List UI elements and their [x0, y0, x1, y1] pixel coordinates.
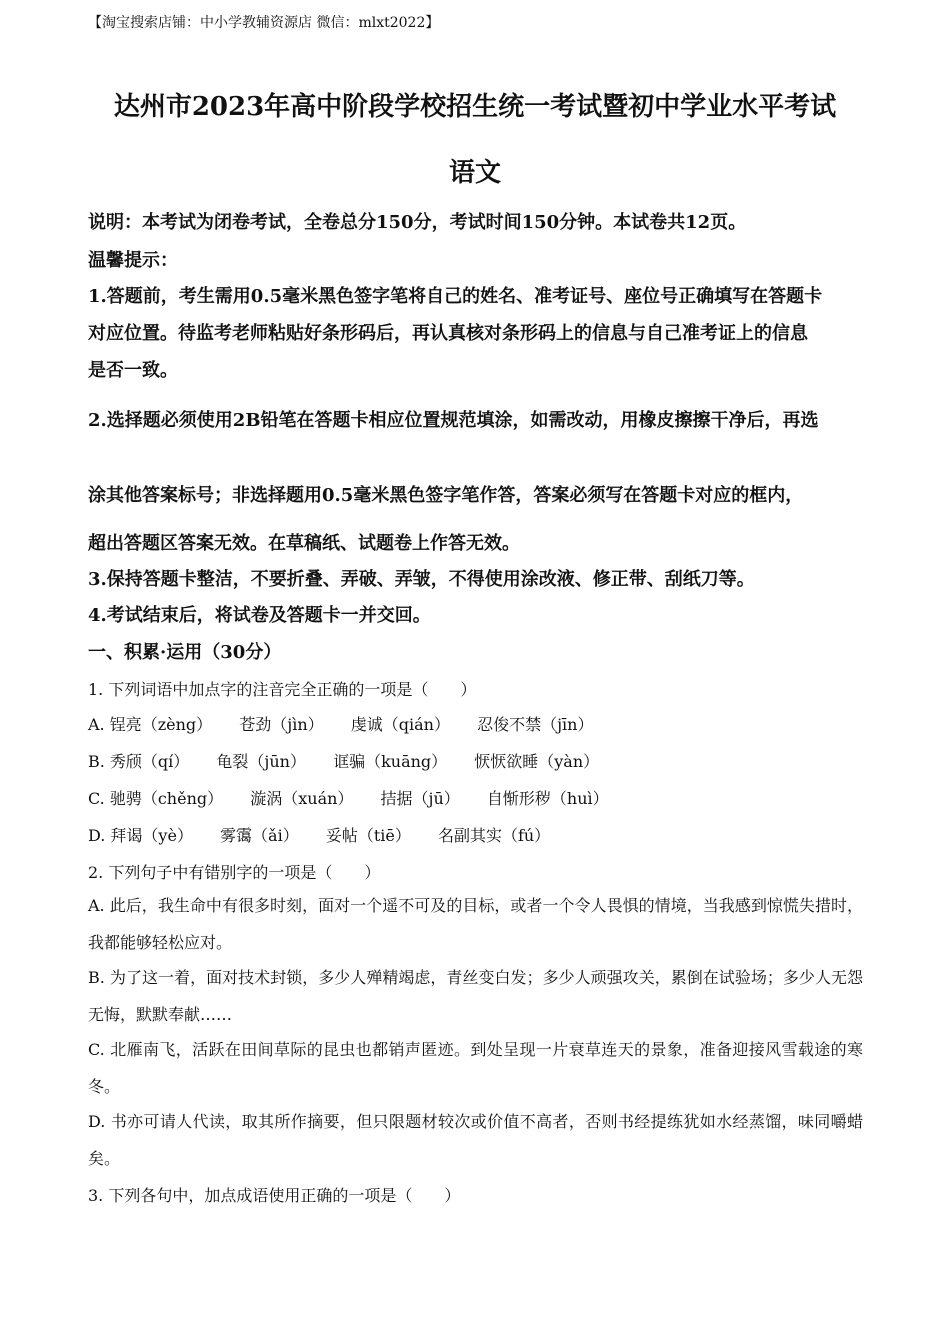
option-word: 妥帖（tiē） [325, 826, 411, 845]
question-2-option-a: A. 此后，我生命中有很多时刻，面对一个遥不可及的目标，或者一个令人畏惧的情境，当我感到惊慌失措时，我都能够轻松应对。 [88, 896, 863, 952]
tip-2-line-1: 2.选择题必须使用2B铅笔在答题卡相应位置规范填涂，如需改动，用橡皮擦擦干净后，再选 [88, 410, 819, 431]
option-word: D. 拜谒（yè） [88, 826, 193, 845]
exam-description: 说明：本考试为闭卷考试，全卷总分150分，考试时间150分钟。本试卷共12页。 [88, 212, 747, 233]
subject-title: 语文 [448, 158, 501, 188]
option-word: 自惭形秽（huì） [486, 789, 609, 808]
question-1-stem: 1. 下列词语中加点字的注音完全正确的一项是（ ） [88, 680, 477, 699]
header-note: 【淘宝搜索店铺：中小学教辅资源店 微信：mlxt2022】 [88, 15, 440, 31]
option-word: A. 锃亮（zèng） [88, 715, 213, 734]
option-word: 虔诚（qián） [350, 715, 450, 734]
option-word: B. 秀颀（qí） [88, 752, 190, 771]
option-word: 苍劲（jìn） [239, 715, 324, 734]
question-1-option-c [88, 786, 863, 809]
option-word: 漩涡（xuán） [250, 789, 354, 808]
option-word: 恹恹欲睡（yàn） [474, 752, 600, 771]
question-1-option-d [88, 823, 863, 846]
exam-title: 达州市2023年高中阶段学校招生统一考试暨初中学业水平考试 [113, 92, 837, 122]
tip-1-line-3: 是否一致。 [88, 360, 178, 381]
option-word: 龟裂（jūn） [216, 752, 306, 771]
tip-1-line-2: 对应位置。待监考老师粘贴好条形码后，再认真核对条形码上的信息与自己准考证上的信息 [88, 323, 808, 344]
tip-3: 3.保持答题卡整洁，不要折叠、弄破、弄皱，不得使用涂改液、修正带、刮纸刀等。 [88, 569, 755, 590]
option-word: 忍俊不禁（jīn） [477, 715, 594, 734]
question-1-option-b [88, 749, 863, 772]
option-word: C. 驰骋（chěng） [88, 789, 224, 808]
question-2-option-c: C. 北雁南飞，活跃在田间草际的昆虫也都销声匿迹。到处呈现一片衰草连天的景象，准备迎接风雪载途的寒冬。 [88, 1040, 863, 1096]
section-heading: 一、积累·运用（30分） [88, 642, 282, 663]
question-1-option-a [88, 712, 863, 735]
question-3-stem: 3. 下列各句中，加点成语使用正确的一项是（ ） [88, 1186, 461, 1205]
question-2-stem: 2. 下列句子中有错别字的一项是（ ） [88, 863, 381, 882]
tip-4: 4.考试结束后，将试卷及答题卡一并交回。 [88, 605, 431, 626]
tip-1-line-1: 1.答题前，考生需用0.5毫米黑色签字笔将自己的姓名、准考证号、座位号正确填写在答题卡 [88, 286, 823, 307]
question-2-option-b: B. 为了这一着，面对技术封锁，多少人殚精竭虑，青丝变白发；多少人顽强攻关，累倒在试验场；多少人无怨无悔，默默奉献…… [88, 968, 863, 1024]
tips-heading: 温馨提示： [88, 250, 178, 271]
tip-2-line-3: 超出答题区答案无效。在草稿纸、试题卷上作答无效。 [88, 533, 520, 554]
tip-2-line-2: 涂其他答案标号；非选择题用0.5毫米黑色签字笔作答，答案必须写在答题卡对应的框内， [88, 485, 804, 506]
option-word: 名副其实（fú） [437, 826, 551, 845]
option-word: 雾霭（ǎi） [220, 826, 299, 845]
option-word: 诓骗（kuāng） [333, 752, 448, 771]
question-2-option-d: D. 书亦可请人代读，取其所作摘要，但只限题材较次或价值不高者，否则书经提练犹如水经蒸馏，味同嚼蜡矣。 [88, 1112, 863, 1168]
option-word: 拮据（jū） [380, 789, 460, 808]
